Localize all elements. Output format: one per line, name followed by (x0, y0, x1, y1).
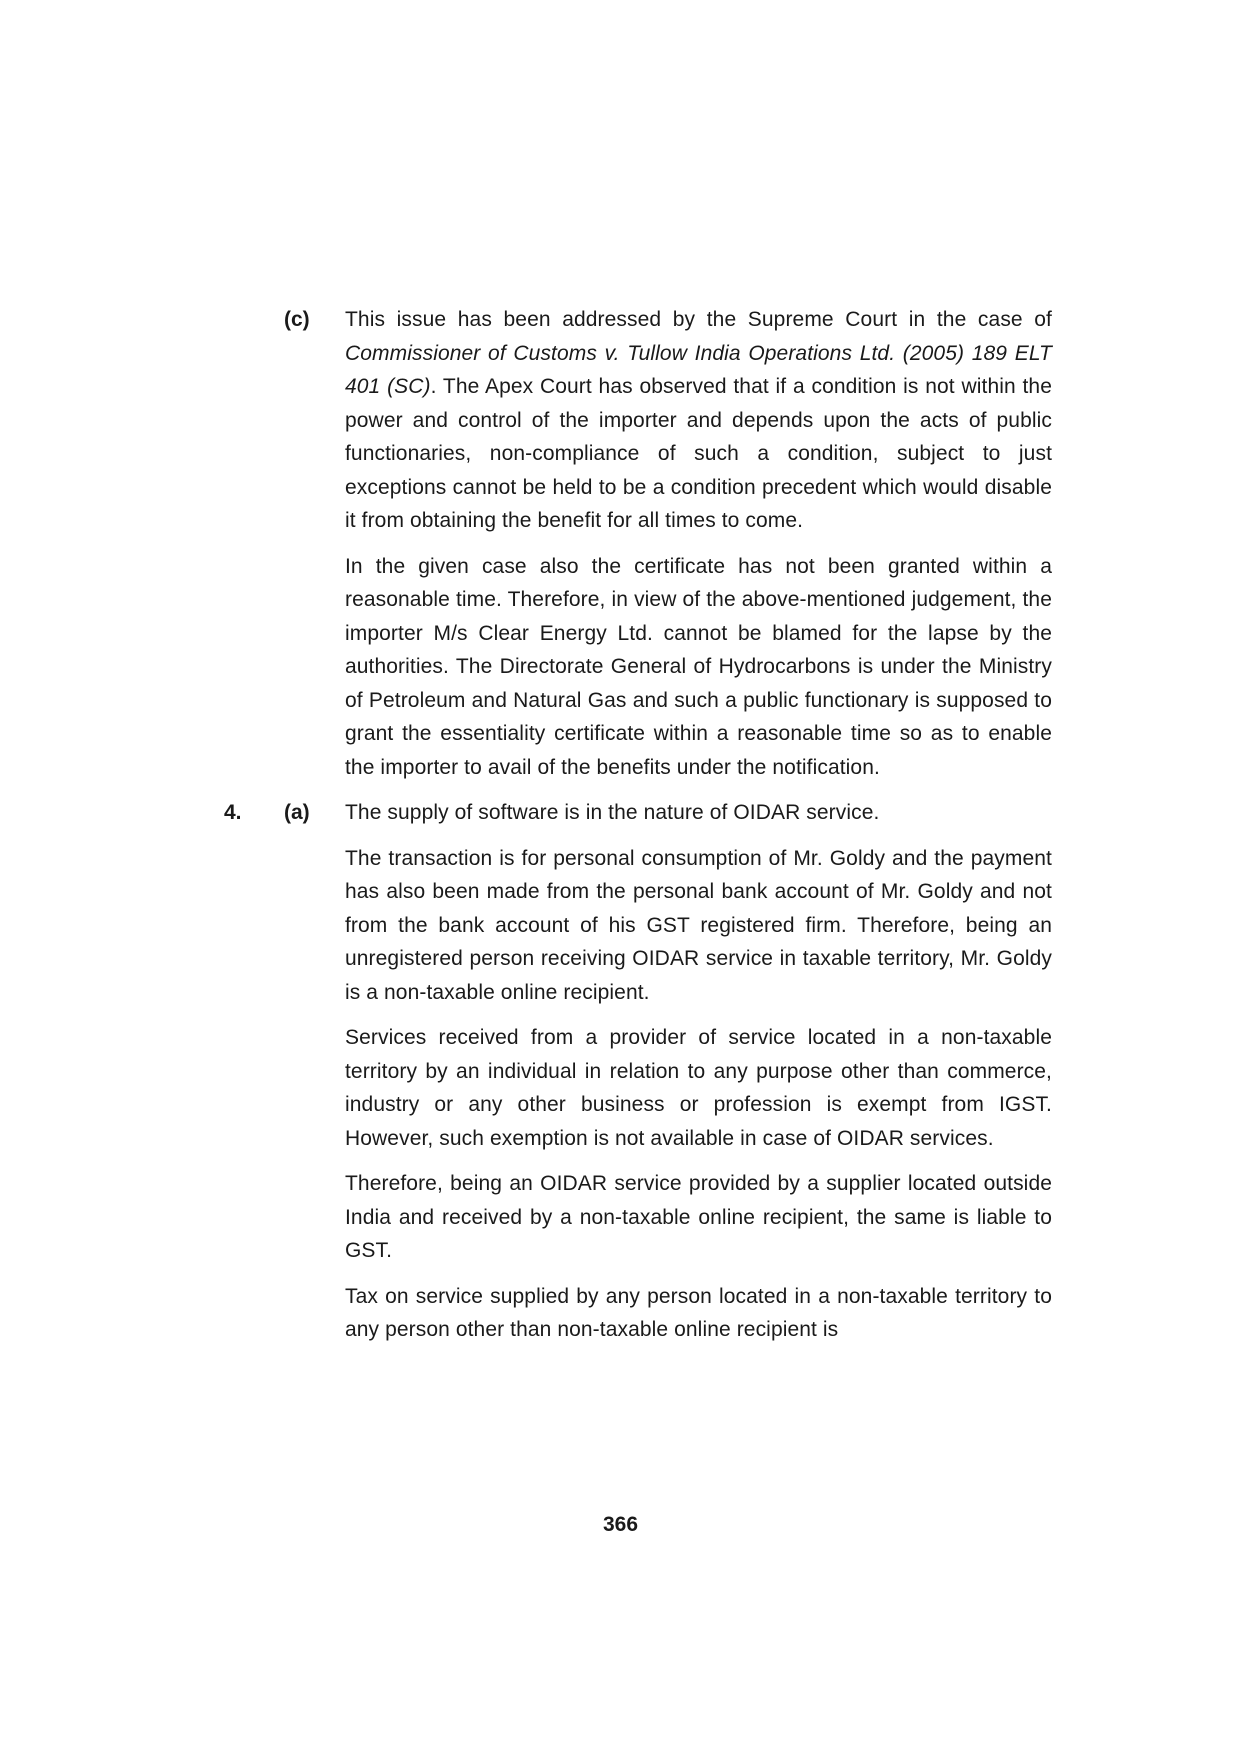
paragraph-supreme-court (345, 303, 1052, 538)
answer-part-c (284, 303, 1052, 796)
part-a-body (345, 796, 1052, 1359)
paragraph-text: . The Apex Court has observed that if a condition is not within the power and control of the importer and depends upon the acts of public functionaries, non-compliance of such a condition, subject to just exceptions cannot be held to be a condition precedent which would disable it from obtaining the benefit for all times to come. (345, 375, 1052, 532)
part-label-a: (a) (284, 801, 310, 824)
paragraph-services-received: Services received from a provider of service located in a non-taxable territory by an individual in relation to any purpose other than commerce, industry or any other business or profession is exempt from IGST. However, such exemption is not available in case of OIDAR services. (345, 1026, 1052, 1150)
part-c-body (345, 303, 1052, 796)
paragraph-tax-on-service: Tax on service supplied by any person located in a non-taxable territory to any person other than non-taxable online recipient is (345, 1284, 1052, 1341)
paragraph-transaction: The transaction is for personal consumption of Mr. Goldy and the payment has also been made from the personal bank account of Mr. Goldy and not from the bank account of his GST registered firm. Therefore, being an unregistered person receiving OIDAR service in taxable territory, Mr. Goldy is a non-taxable online recipient. (345, 846, 1052, 1004)
page-content (224, 303, 1052, 1359)
paragraph-text: This issue has been addressed by the Supreme Court in the case of (345, 308, 1052, 331)
page-number: 366 (602, 1513, 639, 1536)
answer-question-4 (224, 796, 1052, 1359)
question-number: 4. (224, 801, 242, 824)
paragraph-liable-gst: Therefore, being an OIDAR service provided by a supplier located outside India and received by a non-taxable online recipient, the same is liable to GST. (345, 1172, 1052, 1262)
paragraph-given-case: In the given case also the certificate has not been granted within a reasonable time. Therefore, in view of the above-mentioned judgement, the importer M/s Clear Energy Ltd. cannot be blamed for the lapse by the authorities. The Directorate General of Hydrocarbons is under the Ministry of Petroleum and Natural Gas and such a public functionary is supposed to grant the essentiality certificate within a reasonable time so as to enable the importer to avail of the benefits under the notification. (345, 554, 1052, 779)
paragraph-oidar-nature: The supply of software is in the nature of OIDAR service. (345, 801, 880, 824)
case-citation: Commissioner of Customs v. Tullow India Operations Ltd. (2005) 189 ELT 401 (SC) (345, 341, 1052, 398)
part-label-c: (c) (284, 308, 310, 331)
